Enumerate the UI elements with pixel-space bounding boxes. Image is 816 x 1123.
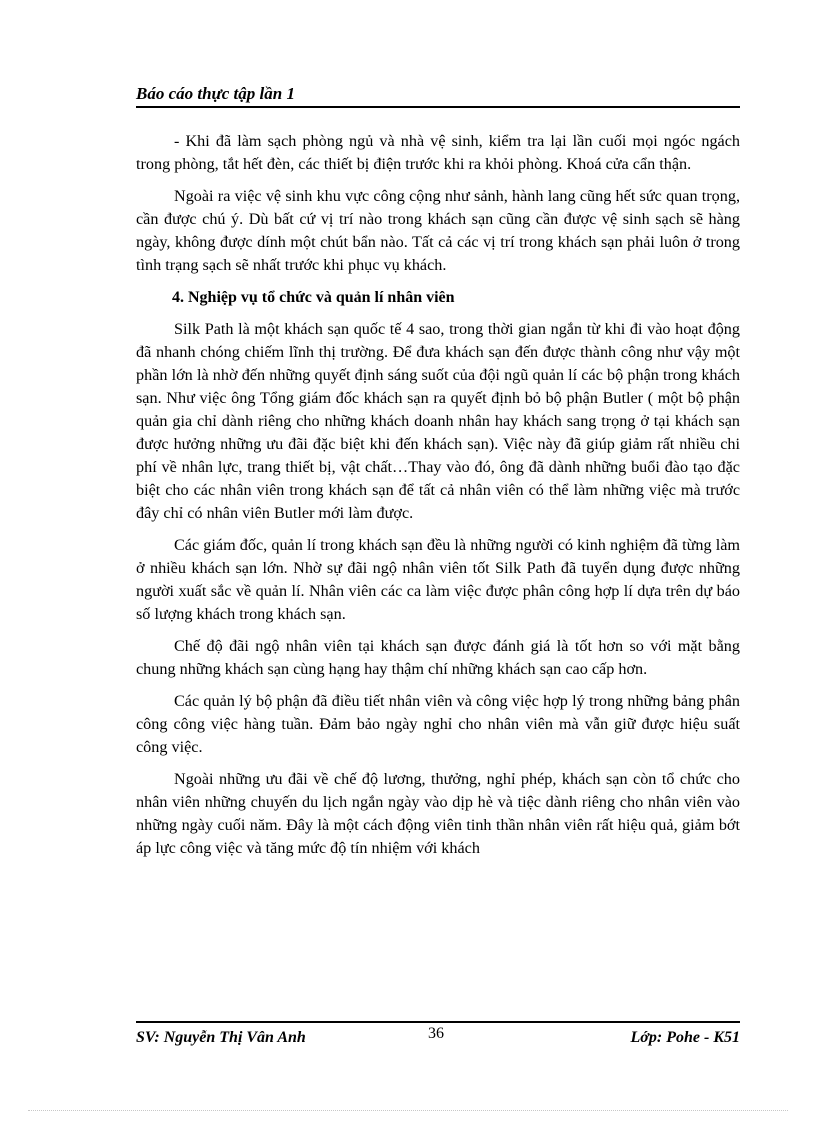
student-name: SV: Nguyễn Thị Vân Anh [136, 1029, 306, 1046]
paragraph: Các giám đốc, quản lí trong khách sạn đều là những người có kinh nghiệm đã từng làm ở nhiều khách sạn lớn. Nhờ sự đãi ngộ nhân viên tốt Silk Path đã tuyển dụng được những người xuất sắc về quản lí. Nhân viên các ca làm việc được phân công hợp lí dựa trên dự báo số lượng khách trong khách sạn. [136, 536, 740, 623]
body-text [136, 130, 740, 869]
paragraph: Ngoài ra việc vệ sinh khu vực công cộng như sảnh, hành lang cũng hết sức quan trọng, cần được chú ý. Dù bất cứ vị trí nào trong khách sạn cũng cần được vệ sinh sạch sẽ hàng ngày, không được dính một chút bẩn nào. Tất cả các vị trí trong khách sạn phải luôn ở trong tình trạng sạch sẽ nhất trước khi phục vụ khách. [136, 187, 740, 274]
page-number: 36 [428, 1025, 444, 1042]
page-header [136, 82, 740, 108]
paragraph: Ngoài những ưu đãi về chế độ lương, thưởng, nghỉ phép, khách sạn còn tổ chức cho nhân viên những chuyến du lịch ngắn ngày vào dịp hè và tiệc dành riêng cho nhân viên vào những ngày cuối năm. Đây là một cách động viên tinh thần nhân viên rất hiệu quả, giảm bớt áp lực công việc và tăng mức độ tín nhiệm với khách [136, 770, 740, 857]
section-heading: 4. Nghiệp vụ tổ chức và quản lí nhân viên [172, 289, 455, 306]
paragraph: Silk Path là một khách sạn quốc tế 4 sao, trong thời gian ngắn từ khi đi vào hoạt động đã nhanh chóng chiếm lĩnh thị trường. Để đưa khách sạn đến được thành công như vậy một phần lớn là nhờ đến những quyết định sáng suốt của đội ngũ quản lí các bộ phận trong khách sạn. Như việc ông Tổng giám đốc khách sạn ra quyết định bỏ bộ phận Butler ( một bộ phận quản gia chỉ dành riêng cho những khách doanh nhân hay khách sang trọng ở tại khách sạn được hưởng những ưu đãi đặc biệt khi đến khách sạn). Việc này đã giúp giảm rất nhiều chi phí về nhân lực, trang thiết bị, vật chất…Thay vào đó, ông đã dành những buổi đào tạo đặc biệt cho các nhân viên trong khách sạn để tất cả nhân viên có thể làm những việc mà trước đây chỉ có nhân viên Butler mới làm được. [136, 320, 740, 522]
paragraph: Các quản lý bộ phận đã điều tiết nhân viên và công việc hợp lý trong những bảng phân công công việc hàng tuần. Đảm bảo ngày nghỉ cho nhân viên mà vẫn giữ được hiệu suất công việc. [136, 692, 740, 756]
report-title: Báo cáo thực tập lần 1 [136, 84, 295, 103]
page-footer [136, 1021, 740, 1049]
paragraph: - Khi đã làm sạch phòng ngủ và nhà vệ sinh, kiểm tra lại lần cuối mọi ngóc ngách trong phòng, tắt hết đèn, các thiết bị điện trước khi ra khỏi phòng. Khoá cửa cẩn thận. [136, 132, 740, 173]
paragraph: Chế độ đãi ngộ nhân viên tại khách sạn được đánh giá là tốt hơn so với mặt bằng chung những khách sạn cùng hạng hay thậm chí những khách sạn cao cấp hơn. [136, 637, 740, 678]
page-edge-divider [28, 1110, 788, 1111]
class-label: Lớp: Pohe - K51 [630, 1029, 740, 1046]
